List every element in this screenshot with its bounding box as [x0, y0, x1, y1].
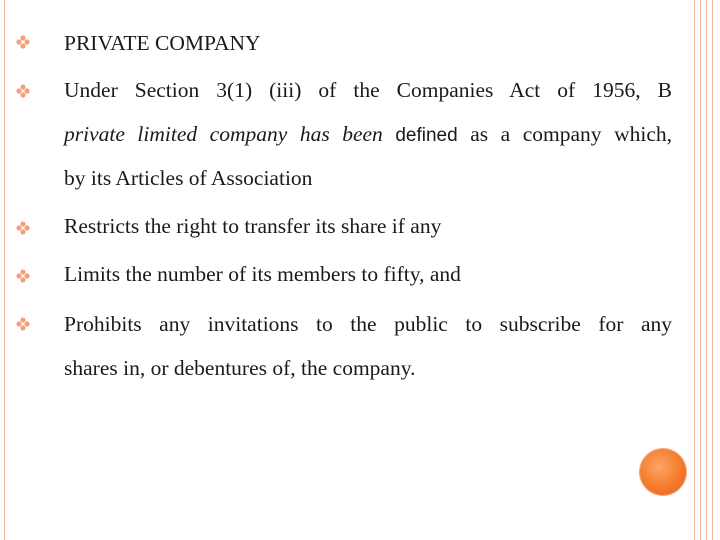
frame-line-right-3	[706, 0, 707, 540]
bullet-restricts-transfer: Restricts the right to transfer its share if any	[64, 214, 442, 238]
flower-bullet-icon	[16, 269, 30, 283]
bullet-limits-members: Limits the number of its members to fifty, and	[64, 262, 461, 286]
italic-phrase: private limited company has been	[64, 122, 383, 146]
defined-word: defined	[395, 125, 458, 146]
section-definition-line-2	[64, 122, 672, 148]
section-definition-line-1: Under Section 3(1) (iii) of the Companies Act of 1956, B	[64, 78, 672, 102]
frame-line-right-4	[712, 0, 713, 540]
bullet-prohibits-invitations-line-1: Prohibits any invitations to the public to subscribe for any	[64, 312, 672, 336]
section-definition-line-3: by its Articles of Association	[64, 166, 313, 190]
flower-bullet-icon	[16, 35, 30, 49]
flower-bullet-icon	[16, 221, 30, 235]
frame-line-right-1	[694, 0, 695, 540]
definition-rest: as a company which,	[470, 122, 672, 146]
bullet-private-company: PRIVATE COMPANY	[64, 31, 261, 55]
frame-line-right-2	[700, 0, 701, 540]
flower-bullet-icon	[16, 84, 30, 98]
bullet-prohibits-invitations-line-2: shares in, or debentures of, the company.	[64, 356, 416, 380]
frame-line-left	[4, 0, 5, 540]
flower-bullet-icon	[16, 317, 30, 331]
decorative-orange-circle	[640, 449, 686, 495]
